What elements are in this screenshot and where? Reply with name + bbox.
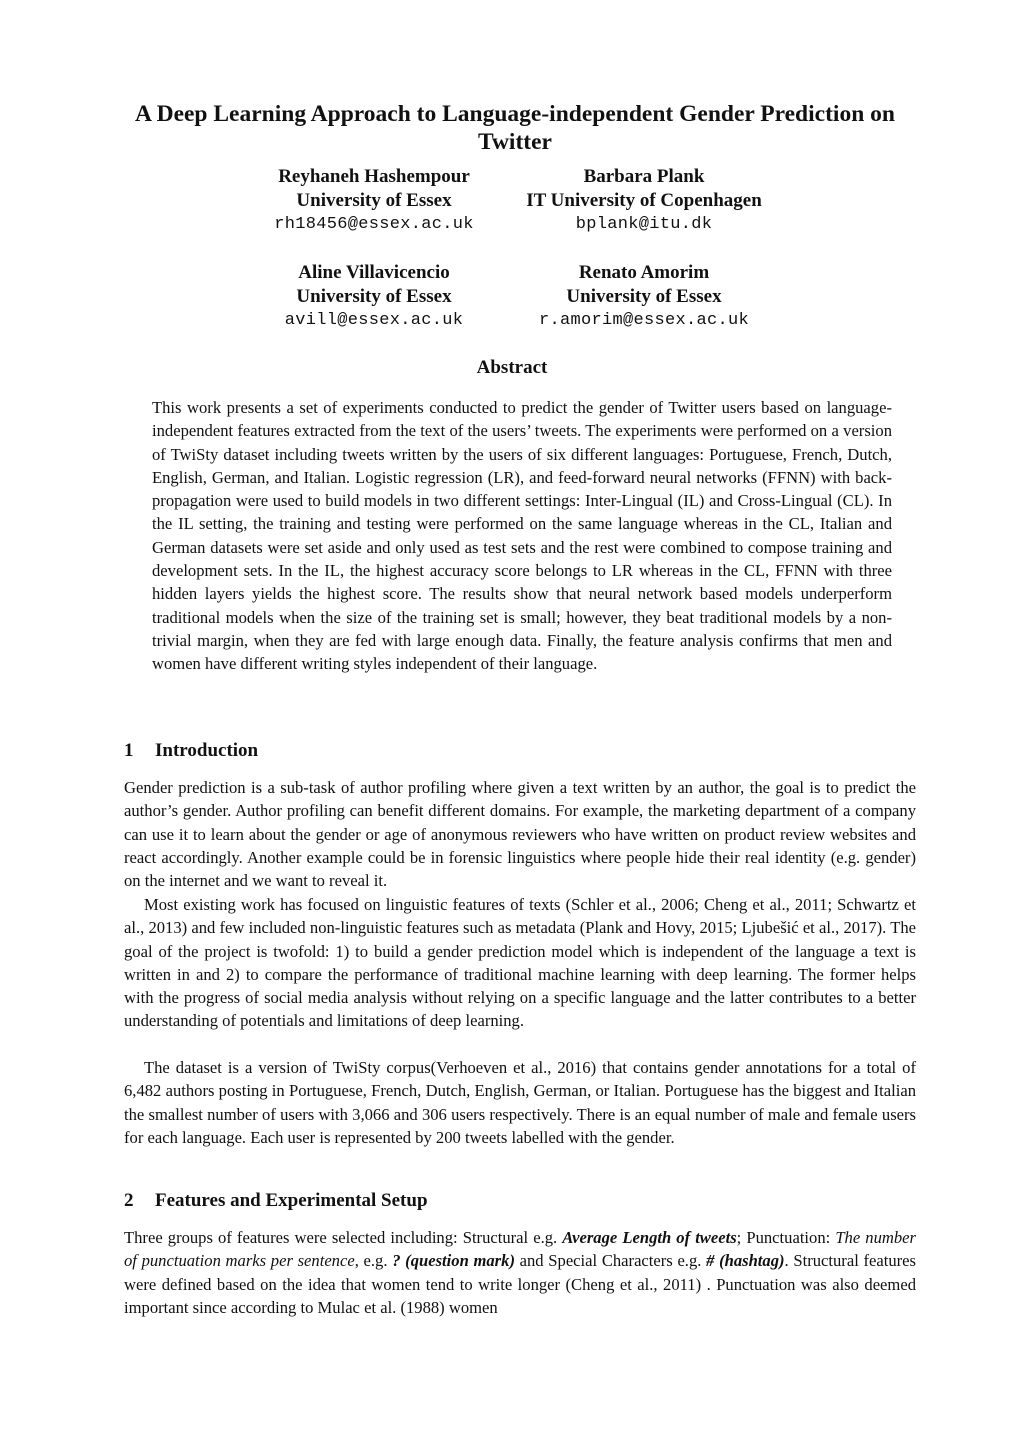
section-number: 1 [124,740,134,761]
text-run: and Special Characters e.g. [514,1251,707,1271]
author-affiliation: University of Essex [566,286,722,307]
section-heading [124,1188,428,1214]
paper-title: A Deep Learning Approach to Language-independent Gender Prediction on Twitter [135,101,895,155]
author-affiliation: University of Essex [296,190,452,211]
author-name: Barbara Plank [583,166,705,187]
section-title: Features and Experimental Setup [155,1190,428,1211]
author-block [494,261,794,333]
section-title: Introduction [155,740,259,761]
body-paragraph: Gender prediction is a sub-task of author profiling where given a text written by an author, the goal is to predict the author’s gender. Author profiling can benefit different domains. For example, the marketing department of a company can use it to learn about the gender or age of anonymous reviewers who have written on product review websites and react accordingly. Another example could be in forensic linguistics where people hide their real identity (e.g. gender) on the internet and we want to reveal it. [124,778,916,891]
author-email: r.amorim@essex.ac.uk [538,311,750,330]
author-name: Aline Villavicencio [298,262,450,283]
author-name: Renato Amorim [578,262,710,283]
emphasis-text: Average Length of tweets [562,1228,737,1247]
author-affiliation: University of Essex [296,286,452,307]
emphasis-text: The number of punctuation marks per sentence [124,1228,916,1271]
body-paragraph [124,1226,916,1319]
section-number: 2 [124,1190,134,1211]
text-run: , e.g. [354,1251,393,1271]
author-block [494,165,794,237]
text-run: . Structural features were defined based on the idea that women tend to write longer (Cheng et al., 2011) . Punctuation was also deemed important since according to Mulac et al. (1988) women [124,1251,917,1317]
abstract-text: This work presents a set of experiments conducted to predict the gender of Twitter users based on language-independent features extracted from the text of the users’ tweets. The experiments were performed on a version of TwiSty dataset including tweets written by the users of six different languages: Portuguese, French, Dutch, English, German, and Italian. Logistic regression (LR), and feed-forward neural networks (FFNN) with back-propagation were used to build models in two different settings: Inter-Lingual (IL) and Cross-Lingual (CL). In the IL setting, the training and testing were performed on the same language whereas in the CL, Italian and German datasets were set aside and only used as test sets and the rest were combined to compose training and development sets. In the IL, the highest accuracy score belongs to LR whereas in the CL, FFNN with three hidden layers yields the highest score. The results show that neural network based models underperform traditional models when the size of the training set is small; however, they beat traditional models by a non-trivial margin, when they are fed with large enough data. Finally, the feature analysis confirms that men and women have different writing styles independent of their language. [152,398,892,674]
body-paragraph: The dataset is a version of TwiSty corpus(Verhoeven et al., 2016) that contains gender annotations for a total of 6,482 authors posting in Portuguese, French, Dutch, English, German, or Italian. Portuguese has the biggest and Italian the smallest number of users with 3,066 and 306 users respectively. There is an equal number of male and female users for each language. Each user is represented by 200 tweets labelled with the gender. [124,1058,916,1147]
author-block [224,261,524,333]
author-email: avill@essex.ac.uk [284,311,464,330]
author-email: bplank@itu.dk [575,215,713,234]
author-affiliation: IT University of Copenhagen [526,190,762,211]
author-email: rh18456@essex.ac.uk [274,215,474,234]
body-paragraph: Most existing work has focused on linguistic features of texts (Schler et al., 2006; Cheng et al., 2011; Schwartz et al., 2013) and few included non-linguistic features such as metadata (Plank and Hovy, 2015; Ljubešić et al., 2017). The goal of the project is twofold: 1) to build a gender prediction model which is independent of the language a text is written in and 2) to compare the performance of traditional machine learning with deep learning. The former helps with the progress of social media analysis without relying on a specific language and the latter contributes to a better understanding of potentials and limitations of deep learning. [124,895,916,1031]
emphasis-text: ? (question mark) [392,1251,515,1271]
author-name: Reyhaneh Hashempour [278,166,470,187]
emphasis-text: # (hashtag) [706,1251,785,1271]
abstract-heading: Abstract [476,357,548,378]
author-block [224,165,524,237]
text-run: ; Punctuation: [736,1228,836,1247]
text-run: Three groups of features were selected including: Structural e.g. [124,1228,563,1247]
section-heading [124,738,258,764]
